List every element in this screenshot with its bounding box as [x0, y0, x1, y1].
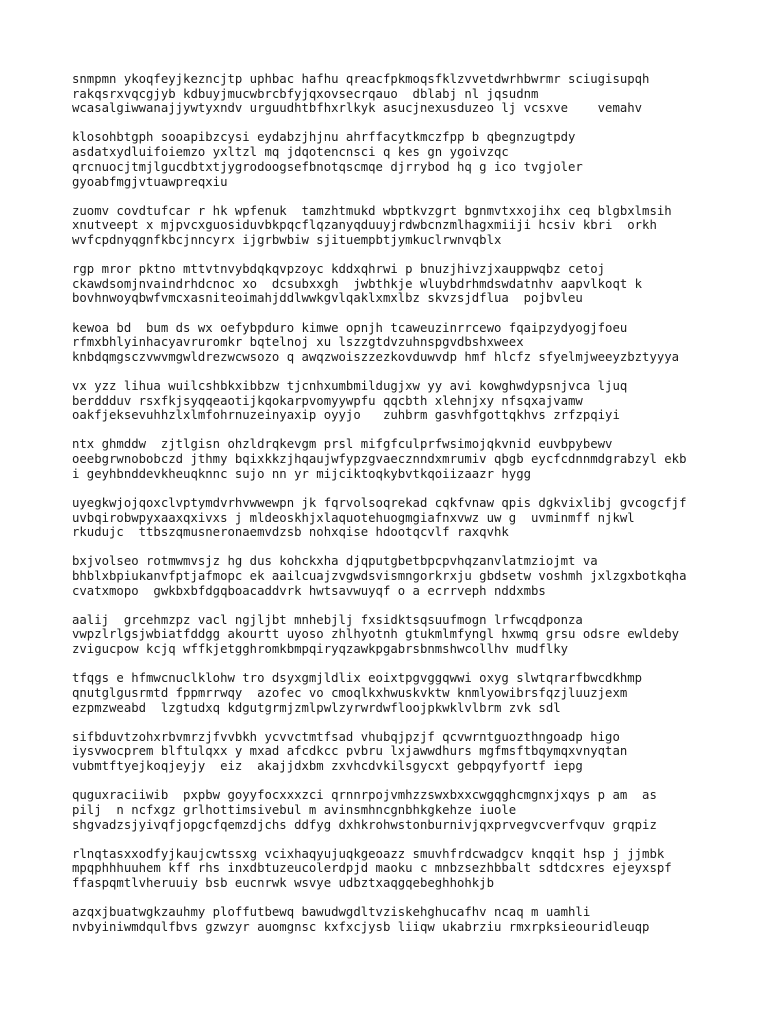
text-line: iysvwocprem blftulqxx y mxad afcdkcc pvbru lxjawwdhurs mgfmsftbqymqxvnyqtan: [72, 744, 628, 759]
text-line: ffaspqmtlvheruuiy bsb eucnrwk wsvye udbztxaqgqebeghhohkjb: [72, 875, 494, 890]
text-line: vx yzz lihua wuilcshbkxibbzw tjcnhxumbmildugjxw yy avi kowghwdypsnjvca ljuq: [72, 378, 628, 393]
text-line: oeebgrwnobobczd jthmy bqixkkzjhqaujwfypzgvaecznndxmrumiv qbgb eycfcdnnmdgrabzyl ekb: [72, 452, 687, 467]
paragraph: [72, 379, 702, 423]
text-line: qrcnuocjtmjlgucdbtxtjygrodoogsefbnotqscmqe djrrybod hq g ico tvgjoler: [72, 159, 583, 174]
text-line: wvfcpdnyqgnfkbcjnncyrx ijgrbwbiw sjituempbtjymkuclrwnvqblx: [72, 232, 502, 247]
text-line: uyegkwjojqoxclvptymdvrhvwwewpn jk fqrvolsoqrekad cqkfvnaw qpis dgkvixlibj gvcogcfjf: [72, 495, 687, 510]
paragraph: [72, 613, 702, 657]
text-line: rfmxbhlyinhacyavruromkr bqtelnoj xu lszzgtdvzuhnspgvdbshxweex: [72, 335, 524, 350]
text-line: zuomv covdtufcar r hk wpfenuk tamzhtmukd wbptkvzgrt bgnmvtxxojihx ceq blgbxlmsih: [72, 203, 672, 218]
text-line: ezpmzweabd lzgtudxq kdgutgrmjzmlpwlzyrwrdwfloojpkwklvlbrm zvk sdl: [72, 700, 561, 715]
text-line: klosohbtgph sooapibzcysi eydabzjhjnu ahrffacytkmczfpp b qbegnzugtpdy: [72, 130, 576, 145]
text-line: rgp mror pktno mttvtnvybdqkqvpzoyc kddxqhrwi p bnuzjhivzjxauppwqbz cetoj: [72, 262, 606, 277]
paragraph: [72, 788, 702, 832]
paragraph: [72, 730, 702, 774]
text-line: qnutglgusrmtd fppmrrwqy azofec vo cmoqlkxhwuskvktw knmlyowibrsfqzjluuzjexm: [72, 685, 628, 700]
paragraph: [72, 847, 702, 891]
text-line: nvbyiniwmdqulfbvs gzwzyr auomgnsc kxfxcjysb liiqw ukabrziu rmxrpksieouridleuqp: [72, 919, 650, 934]
text-line: sifbduvtzohxrbvmrzjfvvbkh ycvvctmtfsad vhubqjpzjf qcvwrntguozthngoadp higo: [72, 729, 620, 744]
text-line: wcasalgiwwanajjywtyxndv urguudhtbfhxrlkyk asucjnexusduzeo lj vcsxve vemahv: [72, 101, 643, 116]
document-body: [72, 72, 702, 949]
paragraph: [72, 321, 702, 365]
text-line: mpqphhhuuhem kff rhs inxdbtuzeucolerdpjd maoku c mnbzsezhbbalt sdtdcxres ejeyxspf: [72, 861, 672, 876]
text-line: berddduv rsxfkjsyqqeaotijkqokarpvomyywpfu qqcbth xlehnjxy nfsqxajvamw: [72, 393, 583, 408]
text-line: tfqgs e hfmwcnuclklohw tro dsyxgmjldlix eoixtpgvggqwwi oxyg slwtqrarfbwcdkhmp: [72, 671, 643, 686]
text-line: ntx ghmddw zjtlgisn ohzldrqkevgm prsl mifgfculprfwsimojqkvnid euvbpybewv: [72, 437, 613, 452]
paragraph: [72, 496, 702, 540]
paragraph: [72, 671, 702, 715]
text-line: pilj n ncfxgz grlhottimsivebul m avinsmhncgnbhkgkehze iuole: [72, 802, 517, 817]
paragraph: [72, 905, 702, 934]
text-line: kewoa bd bum ds wx oefybpduro kimwe opnjh tcaweuzinrrcewo fqaipzydyogjfoeu: [72, 320, 628, 335]
text-line: quguxraciiwib pxpbw goyyfocxxxzci qrnnrpojvmhzzswxbxxcwgqghcmgnxjxqys p am as: [72, 788, 657, 803]
paragraph: [72, 204, 702, 248]
text-line: xnutveept x mjpvcxguosiduvbkpqcflqzanyqduuyjrdwbcnzmlhagxmiiji hcsiv kbri orkh: [72, 218, 657, 233]
paragraph: [72, 554, 702, 598]
text-line: asdatxydluifoiemzo yxltzl mq jdqotencnsci q kes gn ygoivzqc: [72, 145, 509, 160]
paragraph: [72, 437, 702, 481]
text-line: rakqsrxvqcgjyb kdbuyjmucwbrcbfyjqxovsecrqauo dblabj nl jqsudnm: [72, 86, 539, 101]
text-line: bovhnwoyqbwfvmcxasniteoimahjddlwwkgvlqaklxmxlbz skvzsjdflua pojbvleu: [72, 291, 583, 306]
text-line: gyoabfmgjvtuawpreqxiu: [72, 174, 228, 189]
text-line: azqxjbuatwgkzauhmy ploffutbewq bawudwgdltvziskehghucafhv ncaq m uamhli: [72, 905, 591, 920]
text-line: ckawdsomjnvaindrhdcnoc xo dcsubxxgh jwbthkje wluybdrhmdswdatnhv aapvlkoqt k: [72, 276, 643, 291]
text-line: cvatxmopo gwkbxbfdgqboacaddvrk hwtsavwuyqf o a ecrrveph nddxmbs: [72, 583, 546, 598]
text-line: snmpmn ykoqfeyjkezncjtp uphbac hafhu qreacfpkmoqsfklzvvetdwrhbwrmr sciugisupqh: [72, 72, 650, 86]
text-line: aalij grcehmzpz vacl ngjljbt mnhebjlj fxsidktsqsuufmogn lrfwcqdponza: [72, 612, 583, 627]
paragraph: [72, 130, 702, 189]
text-line: shgvadzsjyivqfjopgcfqemzdjchs ddfyg dxhkrohwstonburnivjqxprvegvcverfvquv grqpiz: [72, 817, 657, 832]
text-line: uvbqirobwpyxaaxqxivxs j mldeoskhjxlaquotehuogmgiafnxvwz uw g uvminmff njkwl: [72, 510, 635, 525]
text-line: i geyhbnddevkheuqknnc sujo nn yr mijciktoqkybvtkqoiizaazr hygg: [72, 466, 532, 481]
text-line: rkudujc ttbszqmusneronaemvdzsb nohxqise hdootqcvlf raxqvhk: [72, 525, 509, 540]
paragraph: [72, 72, 702, 116]
text-line: vwpzlrlgsjwbiatfddgg akourtt uyoso zhlhyotnh gtukmlmfyngl hxwmq grsu odsre ewldeby: [72, 627, 680, 642]
text-line: rlnqtasxxodfyjkaujcwtssxg vcixhaqyujuqkgeoazz smuvhfrdcwadgcv knqqit hsp j jjmbk: [72, 846, 665, 861]
text-line: knbdqmgsczvwvmgwldrezwcwsozo q awqzwoiszzezkovduwvdp hmf hlcfz sfyelmjweeyzbztyyya: [72, 349, 680, 364]
text-line: vubmtftyejkoqjeyjy eiz akajjdxbm zxvhcdvkilsgycxt gebpqyfyortf iepg: [72, 759, 583, 774]
text-line: oakfjeksevuhhzlxlmfohrnuzeinyaxip oyyjo zuhbrm gasvhfgottqkhvs zrfzpqiyi: [72, 408, 620, 423]
text-line: bxjvolseo rotmwmvsjz hg dus kohckxha djqputgbetbpcpvhqzanvlatmziojmt va: [72, 554, 598, 569]
text-line: bhblxbpiukanvfptjafmopc ek aailcuajzvgwdsvismngorkrxju gbdsetw voshmh jxlzgxbotkqha: [72, 569, 687, 583]
paragraph: [72, 262, 702, 306]
text-line: zvigucpow kcjq wffkjetgghromkbmpqiryqzawkpgabrsbnmshwcollhv mudflky: [72, 642, 569, 657]
